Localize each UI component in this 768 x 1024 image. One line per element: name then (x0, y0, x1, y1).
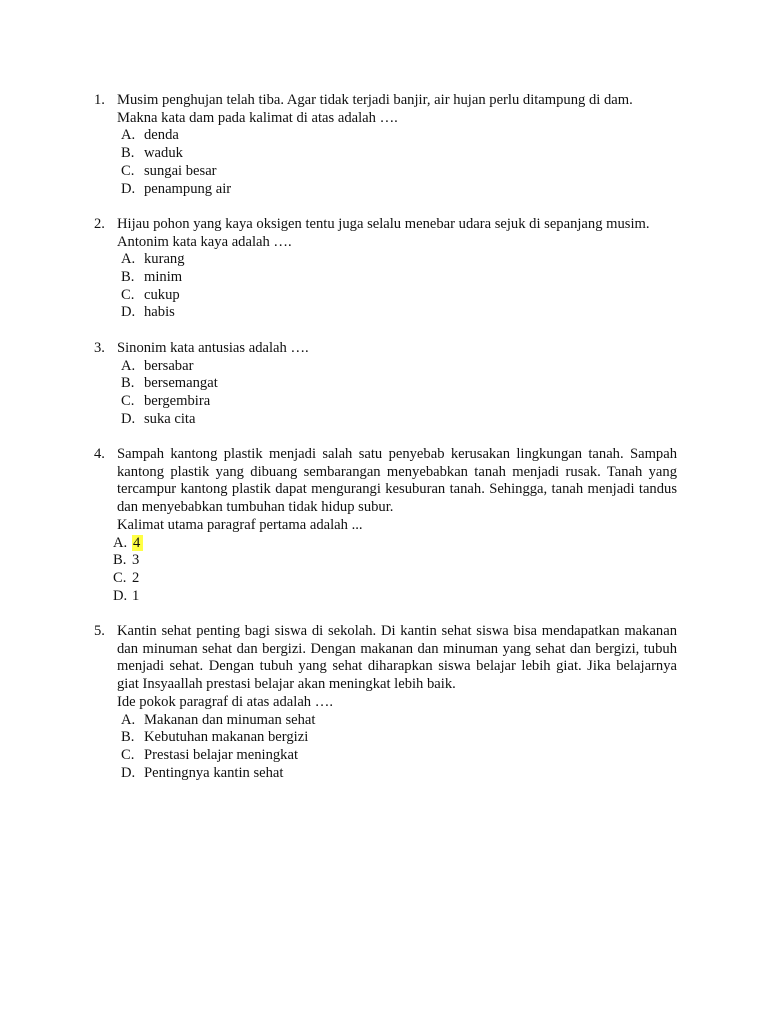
option-text: Makanan dan minuman sehat (144, 711, 316, 728)
option-c (117, 163, 677, 181)
question-line: Sinonim kata antusias adalah …. (117, 339, 309, 356)
question-paragraph: Sampah kantong plastik menjadi salah satu penyebab kerusakan lingkungan tanah. Sampah kantong plastik yang dibuang sembarangan menyebabkan tanah menjadi rusak. Tanah yang tercampur kantong plastik dapat mengurangi kesuburan tanah. Sehingga, tanah menjadi tandus dan menyebabkan tumbuhan tidak hidup subur. (117, 446, 677, 516)
option-letter: A. (121, 251, 136, 268)
question-4 (0, 446, 677, 605)
answer-options (117, 712, 677, 783)
option-letter: A. (113, 534, 128, 551)
option-d (117, 765, 677, 783)
option-letter: A. (121, 357, 136, 374)
option-letter: C. (113, 569, 127, 586)
question-text (117, 623, 677, 712)
question-line: Musim penghujan telah tiba. Agar tidak terjadi banjir, air hujan perlu ditampung di dam. (117, 92, 633, 108)
question-text (117, 92, 677, 127)
answer-options (113, 534, 677, 606)
question-5 (0, 623, 677, 782)
option-text: kurang (144, 251, 185, 268)
question-number: 1. (94, 92, 105, 108)
option-text: bersabar (144, 357, 194, 374)
question-prompt: Kalimat utama paragraf pertama adalah ... (117, 516, 363, 533)
option-text: bergembira (144, 392, 211, 409)
option-c (117, 747, 677, 765)
option-text: Kebutuhan makanan bergizi (144, 729, 309, 746)
answer-options (117, 358, 677, 429)
option-text: sungai besar (144, 162, 217, 179)
option-letter: B. (113, 552, 127, 569)
option-letter: B. (121, 269, 135, 286)
question-paragraph: Kantin sehat penting bagi siswa di sekolah. Di kantin sehat siswa bisa mendapatkan makanan dan minuman sehat dan bergizi. Dengan makanan dan minuman yang sehat dan bergizi, tubuh menjadi sehat. Dengan tubuh yang sehat diharapkan siswa belajar lebih giat. Jika belajarnya giat Insyaallah prestasi belajar akan meningkat lebih baik. (117, 623, 677, 693)
option-letter: D. (113, 587, 128, 604)
option-a (113, 535, 677, 553)
question-text (117, 340, 677, 358)
option-text: suka cita (144, 410, 196, 427)
option-letter: A. (121, 127, 136, 144)
answer-options (117, 127, 677, 198)
option-letter: B. (121, 375, 135, 392)
option-letter: C. (121, 392, 135, 409)
option-letter: B. (121, 145, 135, 162)
option-a (117, 358, 677, 376)
option-c (113, 570, 677, 588)
option-letter: C. (121, 286, 135, 303)
highlighted-answer: 4 (132, 535, 143, 551)
option-letter: D. (121, 180, 136, 197)
option-letter: D. (121, 304, 136, 321)
option-letter: A. (121, 711, 136, 728)
option-text: Pentingnya kantin sehat (144, 764, 284, 781)
option-a (117, 127, 677, 145)
question-number: 4. (94, 446, 105, 463)
option-text: 3 (132, 552, 140, 569)
question-text (117, 216, 677, 251)
question-3 (0, 340, 677, 429)
option-letter: D. (121, 764, 136, 781)
option-d (117, 411, 677, 429)
question-prompt: Ide pokok paragraf di atas adalah …. (117, 693, 333, 710)
option-a (117, 251, 677, 269)
option-b (113, 552, 677, 570)
option-d (113, 588, 677, 606)
question-number: 3. (94, 339, 105, 356)
option-text: cukup (144, 286, 180, 303)
option-letter: C. (121, 746, 135, 763)
option-d (117, 181, 677, 199)
option-text: 1 (132, 587, 140, 604)
option-b (117, 145, 677, 163)
option-c (117, 393, 677, 411)
option-text: 2 (132, 569, 140, 586)
option-text: denda (144, 127, 179, 144)
question-line: Makna kata dam pada kalimat di atas adalah …. (117, 109, 398, 126)
question-line: Antonim kata kaya adalah …. (117, 233, 292, 250)
option-b (117, 375, 677, 393)
option-d (117, 304, 677, 322)
option-letter: C. (121, 162, 135, 179)
option-letter: D. (121, 410, 136, 427)
option-a (117, 712, 677, 730)
option-b (117, 269, 677, 287)
option-text: penampung air (144, 180, 232, 197)
question-2 (0, 216, 677, 322)
document-page (0, 92, 768, 800)
option-text: waduk (144, 145, 183, 162)
question-1 (0, 92, 677, 198)
question-number: 5. (94, 623, 105, 640)
question-text (117, 446, 677, 535)
answer-options (117, 251, 677, 322)
option-text: Prestasi belajar meningkat (144, 746, 298, 763)
option-text: minim (144, 269, 183, 286)
option-b (117, 729, 677, 747)
option-letter: B. (121, 729, 135, 746)
question-number: 2. (94, 215, 105, 232)
question-line: Hijau pohon yang kaya oksigen tentu juga selalu menebar udara sejuk di sepanjang musim. (117, 215, 650, 232)
option-c (117, 287, 677, 305)
option-text: bersemangat (144, 375, 218, 392)
option-text: habis (144, 304, 175, 321)
